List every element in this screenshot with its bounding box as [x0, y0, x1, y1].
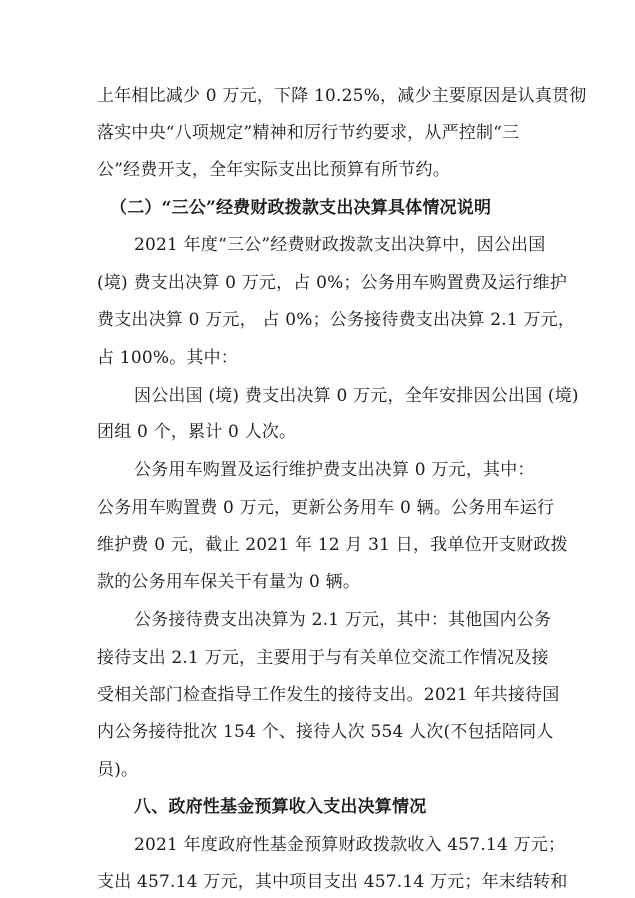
summary-line-3: 费支出决算 0 万元， 占 0%；公务接待费支出决算 2.1 万元， [97, 310, 576, 330]
section-2-heading: （二）“三公”经费财政拨款支出决算具体情况说明 [110, 198, 492, 218]
reception-line-2: 接待支出 2.1 万元，主要用于与有关单位交流工作情况及接 [97, 648, 549, 668]
summary-line-1: 2021 年度“三公”经费财政拨款支出决算中，因公出国 [134, 235, 546, 255]
intro-line-2: 落实中央“八项规定”精神和厉行节约要求，从严控制“三 [97, 123, 520, 143]
section-8-heading: 八、政府性基金预算收入支出决算情况 [134, 797, 427, 817]
fund-line-2: 支出 457.14 万元，其中项目支出 457.14 万元；年末结转和 [97, 872, 568, 892]
reception-line-3: 受相关部门检查指导工作发生的接待支出。2021 年共接待国 [97, 685, 560, 705]
vehicle-line-2: 公务用车购置费 0 万元，更新公务用车 0 辆。公务用车运行 [97, 498, 555, 518]
summary-line-2: (境) 费支出决算 0 万元，占 0%；公务用车购置费及运行维护 [97, 273, 568, 293]
abroad-line-2: 团组 0 个，累计 0 人次。 [97, 422, 297, 442]
reception-line-4: 内公务接待批次 154 个、接待人次 554 人次(不包括陪同人 [97, 722, 554, 742]
abroad-line-1: 因公出国 (境) 费支出决算 0 万元，全年安排因公出国 (境) [134, 386, 579, 406]
vehicle-line-1: 公务用车购置及运行维护费支出决算 0 万元，其中： [134, 460, 535, 480]
reception-line-5: 员)。 [97, 760, 139, 780]
summary-line-4: 占 100%。其中： [97, 348, 239, 368]
fund-line-1: 2021 年度政府性基金预算财政拨款收入 457.14 万元； [134, 835, 566, 855]
intro-line-3: 公”经费开支，全年实际支出比预算有所节约。 [97, 160, 450, 180]
vehicle-line-3: 维护费 0 元，截止 2021 年 12 月 31 日，我单位开支财政拨 [97, 535, 568, 555]
intro-line-1: 上年相比减少 0 万元，下降 10.25%，减少主要原因是认真贯彻 [97, 86, 587, 106]
reception-line-1: 公务接待费支出决算为 2.1 万元，其中：其他国内公务 [134, 610, 552, 630]
vehicle-line-4: 款的公务用车保关干有量为 0 辆。 [97, 572, 361, 592]
